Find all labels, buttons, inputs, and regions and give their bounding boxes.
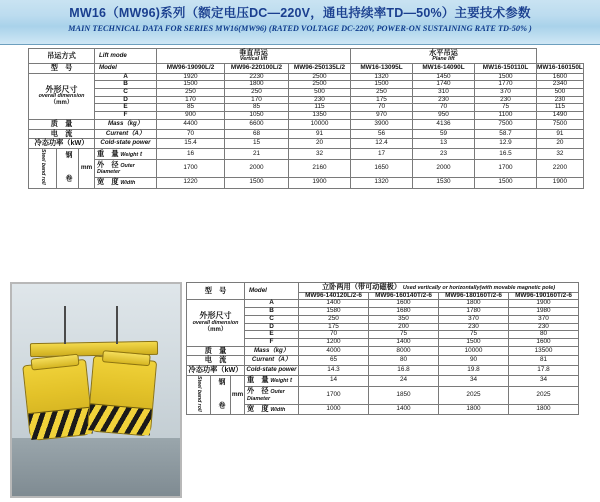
power-label-cn: 冷态功率（kW） bbox=[34, 138, 89, 148]
value-cell: 85 bbox=[225, 104, 289, 112]
page-header-banner bbox=[0, 0, 600, 45]
steel-label-en-2: Steel band roll bbox=[196, 375, 203, 412]
value-cell: 19.8 bbox=[439, 366, 509, 376]
model-cell: MW16-160150L bbox=[537, 63, 584, 73]
value-cell: 4136 bbox=[413, 119, 475, 129]
value-cell: 6600 bbox=[225, 119, 289, 129]
value-cell: 1650 bbox=[351, 159, 413, 177]
dimension-key: F bbox=[245, 339, 299, 347]
table-row bbox=[29, 96, 584, 104]
vertical-lift-header bbox=[157, 49, 351, 64]
steel-outer-cn: 外 径 bbox=[97, 159, 119, 169]
value-cell: 91 bbox=[537, 129, 584, 139]
model-cell: MW96-220100L/2 bbox=[225, 63, 289, 73]
value-cell: 20 bbox=[537, 139, 584, 149]
value-cell: 1320 bbox=[351, 73, 413, 81]
value-cell: 950 bbox=[413, 112, 475, 120]
value-cell: 175 bbox=[299, 323, 369, 331]
steel-weight-cn-2: 重 量 bbox=[247, 375, 269, 385]
value-cell: 7500 bbox=[537, 119, 584, 129]
value-cell: 2230 bbox=[225, 73, 289, 81]
page-title-chinese: MW16（MW96)系列（额定电压DC—220V，通电持续率TD—50%）主要技术参数 bbox=[69, 6, 531, 20]
table-row bbox=[29, 149, 584, 160]
value-cell: 70 bbox=[413, 104, 475, 112]
dimension-label-cell-2 bbox=[187, 300, 245, 346]
spec-table-1 bbox=[28, 48, 584, 189]
value-cell: 250 bbox=[299, 315, 369, 323]
steel-weight-symbol: t bbox=[140, 151, 143, 158]
dimension-key: E bbox=[95, 104, 157, 112]
value-cell: 20 bbox=[289, 139, 351, 149]
current-label-en-cell bbox=[95, 129, 157, 139]
lift-mode-label-cn: 吊运方式 bbox=[47, 50, 76, 60]
power-label-en: Cold-state power bbox=[100, 139, 151, 147]
dimension-unit: （mm） bbox=[50, 100, 73, 107]
value-cell: 1500 bbox=[157, 81, 225, 89]
steel-label-en: Steel band roll bbox=[40, 149, 47, 185]
photo-magnet-right bbox=[87, 355, 157, 436]
value-cell: 170 bbox=[225, 96, 289, 104]
value-cell: 2500 bbox=[289, 81, 351, 89]
table-row bbox=[187, 308, 579, 316]
value-cell: 85 bbox=[157, 104, 225, 112]
table-row bbox=[187, 323, 579, 331]
current-label-cn-2: 电 流 bbox=[204, 355, 227, 365]
spec-table-2 bbox=[186, 282, 579, 415]
value-cell: 1350 bbox=[289, 112, 351, 120]
value-cell: 1800 bbox=[225, 81, 289, 89]
value-cell: 16.5 bbox=[475, 149, 537, 160]
dimension-key: D bbox=[95, 96, 157, 104]
value-cell: 1530 bbox=[413, 177, 475, 188]
value-cell: 12.4 bbox=[351, 139, 413, 149]
value-cell: 1770 bbox=[475, 81, 537, 89]
plane-lift-header bbox=[351, 49, 537, 64]
value-cell: 58.7 bbox=[475, 129, 537, 139]
value-cell: 115 bbox=[537, 104, 584, 112]
dimension-key: C bbox=[245, 315, 299, 323]
value-cell: 1700 bbox=[299, 386, 369, 404]
steel-outer-cn-2: 外 径 bbox=[247, 386, 269, 396]
steel-row-label bbox=[245, 375, 299, 386]
value-cell: 350 bbox=[369, 315, 439, 323]
model-label-en: Model bbox=[99, 63, 117, 71]
value-cell: 1500 bbox=[439, 339, 509, 347]
value-cell: 1680 bbox=[369, 308, 439, 316]
value-cell: 370 bbox=[439, 315, 509, 323]
plane-lift-en: Plane lift bbox=[432, 55, 455, 62]
model-cell: MW96-140120L/2-6 bbox=[299, 292, 369, 300]
value-cell: 56 bbox=[351, 129, 413, 139]
model-label-cell-2 bbox=[187, 283, 245, 300]
steel-unit-cell-2: mm bbox=[231, 375, 245, 414]
value-cell: 70 bbox=[351, 104, 413, 112]
value-cell: 1920 bbox=[157, 73, 225, 81]
photo-cable bbox=[116, 306, 118, 344]
current-label-en-cell-2 bbox=[245, 356, 299, 366]
value-cell: 75 bbox=[475, 104, 537, 112]
value-cell: 1600 bbox=[369, 300, 439, 308]
value-cell: 10000 bbox=[439, 346, 509, 356]
dimension-label-cell bbox=[29, 73, 95, 119]
value-cell: 1500 bbox=[225, 177, 289, 188]
value-cell: 500 bbox=[289, 89, 351, 97]
table-row bbox=[187, 356, 579, 366]
value-cell: 91 bbox=[289, 129, 351, 139]
mass-label-cn-2: 质 量 bbox=[204, 345, 227, 355]
value-cell: 2000 bbox=[225, 159, 289, 177]
current-label-en: Current（A） bbox=[105, 129, 146, 137]
steel-unit-cell: mm bbox=[79, 149, 95, 188]
table-row bbox=[187, 386, 579, 404]
table-row bbox=[187, 315, 579, 323]
value-cell: 230 bbox=[439, 323, 509, 331]
power-label-cn-2: 冷态功率（kW） bbox=[188, 365, 243, 375]
model-cell: MW96-190160T/2-6 bbox=[509, 292, 579, 300]
mass-label-en: Mass（kg） bbox=[107, 119, 144, 127]
mass-label-cn: 质 量 bbox=[50, 118, 73, 128]
dimension-unit-2: （mm） bbox=[204, 327, 227, 334]
value-cell: 2500 bbox=[289, 73, 351, 81]
model-label-en-2: Model bbox=[249, 286, 267, 294]
value-cell: 1580 bbox=[299, 308, 369, 316]
table-row bbox=[29, 139, 584, 149]
value-cell: 2025 bbox=[509, 386, 579, 404]
value-cell: 1600 bbox=[537, 73, 584, 81]
model-label-cn: 型 号 bbox=[50, 62, 73, 72]
dimension-key: B bbox=[245, 308, 299, 316]
mass-label-en-2: Mass（kg） bbox=[253, 346, 290, 354]
steel-row-label bbox=[95, 159, 157, 177]
dimension-key: D bbox=[245, 323, 299, 331]
power-label-cn-cell-2 bbox=[187, 366, 245, 376]
value-cell: 21 bbox=[225, 149, 289, 160]
value-cell: 1000 bbox=[299, 404, 369, 415]
model-label-cell bbox=[29, 63, 95, 73]
dimension-label-en-2: overall dimension bbox=[192, 320, 239, 327]
value-cell: 230 bbox=[289, 96, 351, 104]
page-title-english: MAIN TECHNICAL DATA FOR SERIES MW16(MW96) (RATED VOLTAGE DC-220V, POWER-ON SUSTAINING RATE TD-50% ) bbox=[68, 24, 532, 33]
usage-group-cn: 立卧两用（带可动磁极） bbox=[321, 282, 402, 291]
value-cell: 1700 bbox=[475, 159, 537, 177]
value-cell: 2340 bbox=[537, 81, 584, 89]
value-cell: 250 bbox=[225, 89, 289, 97]
value-cell: 1220 bbox=[157, 177, 225, 188]
value-cell: 1850 bbox=[369, 386, 439, 404]
current-label-en-2: Current（A） bbox=[251, 356, 292, 364]
value-cell: 15.4 bbox=[157, 139, 225, 149]
lift-mode-label-en-cell bbox=[95, 49, 157, 64]
value-cell: 1500 bbox=[351, 81, 413, 89]
power-label-en-2: Cold-state power bbox=[246, 366, 297, 374]
table-row bbox=[29, 129, 584, 139]
value-cell: 2000 bbox=[413, 159, 475, 177]
table-row bbox=[187, 300, 579, 308]
value-cell: 1320 bbox=[351, 177, 413, 188]
power-label-en-cell-2 bbox=[245, 366, 299, 376]
value-cell: 1980 bbox=[509, 308, 579, 316]
steel-weight-en-2: Weight bbox=[270, 378, 289, 385]
value-cell: 15 bbox=[225, 139, 289, 149]
value-cell: 1200 bbox=[299, 339, 369, 347]
model-cell: MW16-150110L bbox=[475, 63, 537, 73]
value-cell: 68 bbox=[225, 129, 289, 139]
steel-row-label bbox=[95, 149, 157, 160]
steel-weight-en: Weight bbox=[120, 151, 139, 158]
model-label-cn-2: 型 号 bbox=[204, 285, 227, 295]
value-cell: 200 bbox=[369, 323, 439, 331]
value-cell: 370 bbox=[509, 315, 579, 323]
value-cell: 8000 bbox=[369, 346, 439, 356]
value-cell: 175 bbox=[351, 96, 413, 104]
value-cell: 81 bbox=[509, 356, 579, 366]
steel-row-label bbox=[245, 386, 299, 404]
dimension-label-cn-2: 外形尺寸 bbox=[199, 311, 232, 321]
value-cell: 230 bbox=[537, 96, 584, 104]
photo-magnet-left bbox=[22, 359, 94, 441]
value-cell: 1700 bbox=[157, 159, 225, 177]
steel-label-cn-2: 钢 卷 bbox=[217, 378, 225, 410]
spec-table-1-container bbox=[28, 48, 584, 189]
value-cell: 2160 bbox=[289, 159, 351, 177]
value-cell: 1800 bbox=[439, 300, 509, 308]
steel-row-label bbox=[245, 404, 299, 415]
lift-mode-header-cell bbox=[29, 49, 95, 64]
dimension-key: A bbox=[95, 73, 157, 81]
value-cell: 1740 bbox=[413, 81, 475, 89]
steel-weight-cn: 重 量 bbox=[97, 148, 119, 158]
model-cell: MW96-180160T/2-6 bbox=[439, 292, 509, 300]
value-cell: 1600 bbox=[509, 339, 579, 347]
value-cell: 1500 bbox=[475, 177, 537, 188]
steel-row-label bbox=[95, 177, 157, 188]
steel-outer-en-2: Outer Diameter bbox=[247, 389, 285, 403]
value-cell: 3900 bbox=[351, 119, 413, 129]
current-label-cn: 电 流 bbox=[50, 128, 73, 138]
value-cell: 230 bbox=[475, 96, 537, 104]
steel-width-cn-2: 宽 度 bbox=[247, 404, 269, 414]
steel-label-cell-2 bbox=[187, 375, 211, 414]
power-label-en-cell bbox=[95, 139, 157, 149]
value-cell: 2025 bbox=[439, 386, 509, 404]
value-cell: 13 bbox=[413, 139, 475, 149]
model-cell: MW16-13095L bbox=[351, 63, 413, 73]
table-row bbox=[187, 283, 579, 293]
steel-outer-en: Outer Diameter bbox=[97, 162, 135, 176]
photo-magnet-stripes bbox=[28, 407, 92, 440]
value-cell: 24 bbox=[369, 375, 439, 386]
value-cell: 80 bbox=[509, 331, 579, 339]
model-label-en-cell-2 bbox=[245, 283, 299, 300]
model-label-en-cell bbox=[95, 63, 157, 73]
value-cell: 250 bbox=[157, 89, 225, 97]
value-cell: 16 bbox=[157, 149, 225, 160]
steel-label-cn-cell bbox=[57, 149, 79, 188]
table-row bbox=[187, 346, 579, 356]
dimension-key: C bbox=[95, 89, 157, 97]
value-cell: 1900 bbox=[537, 177, 584, 188]
table-row bbox=[29, 177, 584, 188]
vertical-lift-cn: 垂直吊运 bbox=[239, 48, 268, 57]
model-cell: MW16-14090L bbox=[413, 63, 475, 73]
value-cell: 70 bbox=[299, 331, 369, 339]
value-cell: 34 bbox=[509, 375, 579, 386]
value-cell: 1050 bbox=[225, 112, 289, 120]
photo-cable bbox=[64, 306, 66, 344]
value-cell: 17 bbox=[351, 149, 413, 160]
usage-group-header bbox=[299, 283, 579, 293]
value-cell: 65 bbox=[299, 356, 369, 366]
value-cell: 7500 bbox=[475, 119, 537, 129]
steel-label-cell bbox=[29, 149, 57, 188]
value-cell: 16.8 bbox=[369, 366, 439, 376]
value-cell: 1900 bbox=[509, 300, 579, 308]
value-cell: 13500 bbox=[509, 346, 579, 356]
table-row bbox=[29, 49, 584, 64]
value-cell: 1100 bbox=[475, 112, 537, 120]
table-row bbox=[29, 119, 584, 129]
steel-weight-symbol-2: t bbox=[290, 378, 293, 385]
table-row bbox=[29, 159, 584, 177]
value-cell: 1800 bbox=[509, 404, 579, 415]
mass-label-en-cell-2 bbox=[245, 346, 299, 356]
value-cell: 14 bbox=[299, 375, 369, 386]
value-cell: 1400 bbox=[369, 404, 439, 415]
value-cell: 230 bbox=[509, 323, 579, 331]
value-cell: 75 bbox=[369, 331, 439, 339]
dimension-label-cn: 外形尺寸 bbox=[45, 84, 78, 94]
value-cell: 1800 bbox=[439, 404, 509, 415]
dimension-key: E bbox=[245, 331, 299, 339]
value-cell: 170 bbox=[157, 96, 225, 104]
table-row bbox=[29, 63, 584, 73]
lift-mode-label-en: Lift mode bbox=[99, 51, 127, 59]
steel-label-cn: 钢 卷 bbox=[64, 151, 72, 183]
dimension-label-en: overall dimension bbox=[38, 93, 85, 100]
dimension-key: B bbox=[95, 81, 157, 89]
photo-magnet-stripes bbox=[88, 403, 152, 435]
value-cell: 12.9 bbox=[475, 139, 537, 149]
power-label-cn-cell bbox=[29, 139, 95, 149]
table-row bbox=[187, 331, 579, 339]
photo-ground bbox=[12, 438, 180, 496]
value-cell: 80 bbox=[369, 356, 439, 366]
value-cell: 70 bbox=[157, 129, 225, 139]
value-cell: 34 bbox=[439, 375, 509, 386]
value-cell: 90 bbox=[439, 356, 509, 366]
table-row bbox=[29, 112, 584, 120]
model-cell: MW96-250135L/2 bbox=[289, 63, 351, 73]
value-cell: 32 bbox=[537, 149, 584, 160]
value-cell: 1900 bbox=[289, 177, 351, 188]
value-cell: 370 bbox=[475, 89, 537, 97]
value-cell: 75 bbox=[439, 331, 509, 339]
value-cell: 10000 bbox=[289, 119, 351, 129]
dimension-key: A bbox=[245, 300, 299, 308]
value-cell: 230 bbox=[413, 96, 475, 104]
mass-label-en-cell bbox=[95, 119, 157, 129]
value-cell: 23 bbox=[413, 149, 475, 160]
value-cell: 2200 bbox=[537, 159, 584, 177]
value-cell: 1500 bbox=[475, 73, 537, 81]
table-row bbox=[187, 375, 579, 386]
steel-width-en-2: Width bbox=[270, 407, 286, 414]
value-cell: 1400 bbox=[299, 300, 369, 308]
usage-group-en: Used vertically or horizontally(with movable magnetic pole) bbox=[402, 285, 556, 291]
value-cell: 250 bbox=[351, 89, 413, 97]
value-cell: 500 bbox=[537, 89, 584, 97]
value-cell: 17.8 bbox=[509, 366, 579, 376]
table-row bbox=[187, 404, 579, 415]
value-cell: 115 bbox=[289, 104, 351, 112]
table-row bbox=[187, 366, 579, 376]
steel-width-en: Width bbox=[120, 180, 136, 187]
steel-label-cn-cell-2 bbox=[211, 375, 231, 414]
model-cell: MW96-160140T/2-6 bbox=[369, 292, 439, 300]
product-photo bbox=[10, 282, 182, 498]
value-cell: 970 bbox=[351, 112, 413, 120]
dimension-key: F bbox=[95, 112, 157, 120]
value-cell: 310 bbox=[413, 89, 475, 97]
value-cell: 4400 bbox=[157, 119, 225, 129]
value-cell: 1400 bbox=[369, 339, 439, 347]
value-cell: 14.3 bbox=[299, 366, 369, 376]
value-cell: 4000 bbox=[299, 346, 369, 356]
value-cell: 59 bbox=[413, 129, 475, 139]
value-cell: 1490 bbox=[537, 112, 584, 120]
table-row bbox=[187, 339, 579, 347]
model-cell: MW96-19090L/2 bbox=[157, 63, 225, 73]
value-cell: 1450 bbox=[413, 73, 475, 81]
steel-width-cn: 宽 度 bbox=[97, 177, 119, 187]
value-cell: 1780 bbox=[439, 308, 509, 316]
vertical-lift-en: Vertical lift bbox=[239, 55, 268, 62]
value-cell: 900 bbox=[157, 112, 225, 120]
plane-lift-cn: 水平吊运 bbox=[429, 48, 458, 57]
value-cell: 32 bbox=[289, 149, 351, 160]
spec-table-2-container bbox=[186, 282, 579, 415]
